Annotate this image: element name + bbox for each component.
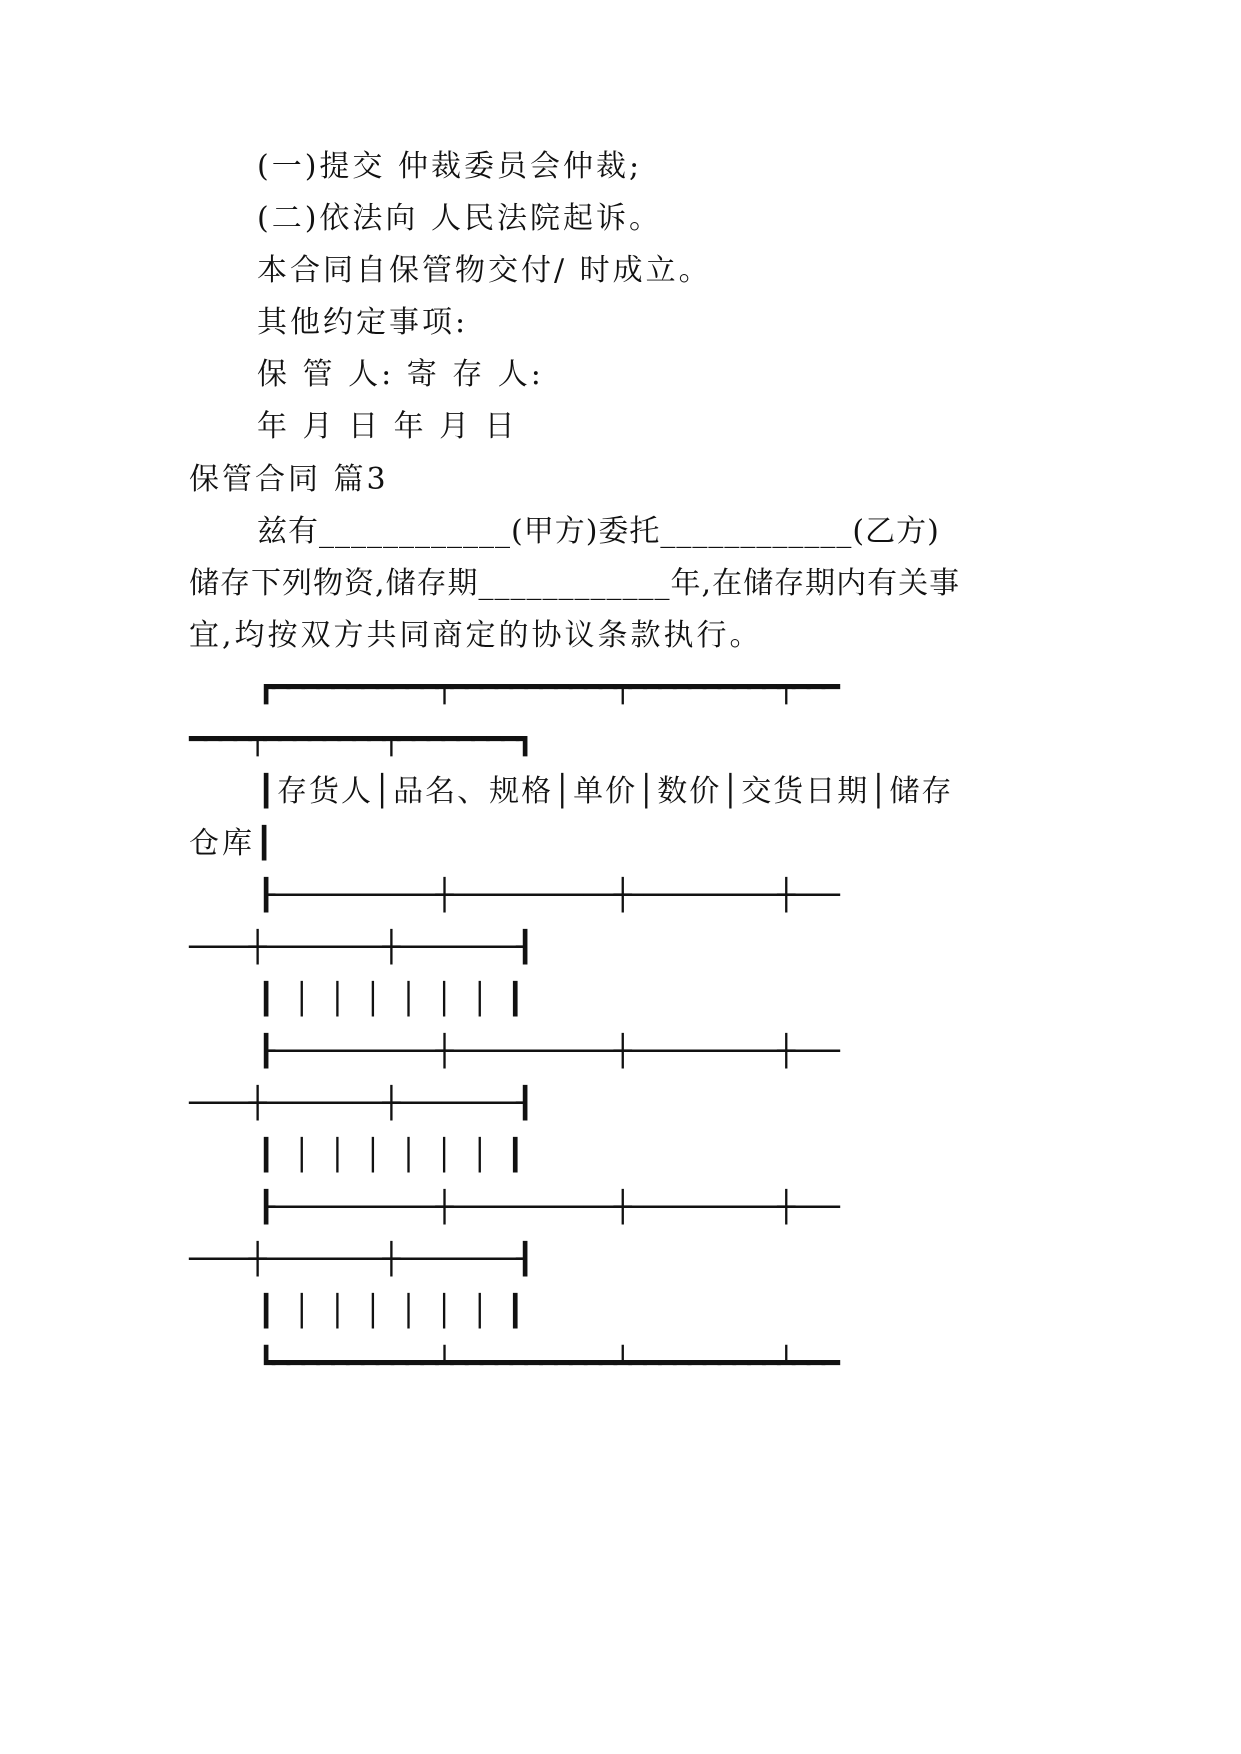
table-row-separator-b: ────┼────────┼────────┨: [189, 1242, 531, 1277]
intro-line-1: 兹有____________(甲方)委托____________(乙方): [257, 514, 940, 549]
table-row-separator-b: ────┼────────┼────────┨: [189, 1086, 531, 1121]
table-row: ┃ │ │ │ │ │ │ ┃: [257, 1138, 529, 1173]
table-header-a: ┃存货人│品名、规格│单价│数价│交货日期│储存: [257, 774, 954, 809]
table-row-separator-a: ┠───────────┼───────────┼──────────┼───: [257, 878, 837, 913]
table-header-b: 仓库┃: [189, 826, 277, 861]
table-row: ┃ │ │ │ │ │ │ ┃: [257, 982, 529, 1017]
signature-parties: 保 管 人: 寄 存 人:: [257, 357, 544, 392]
table-row-separator-b: ────┼────────┼────────┨: [189, 930, 531, 965]
clause-other: 其他约定事项:: [257, 305, 469, 340]
intro-line-3: 宜,均按双方共同商定的协议条款执行。: [189, 618, 763, 653]
clause-arbitration: (一)提交 仲裁委员会仲裁;: [257, 149, 643, 184]
section-heading: 保管合同 篇3: [189, 462, 389, 497]
table-row-separator-a: ┠───────────┼───────────┼──────────┼───: [257, 1190, 837, 1225]
table-top-border-a: ┏━━━━━━━━━━━┯━━━━━━━━━━━┯━━━━━━━━━━┯━━━: [257, 670, 837, 705]
table-row-separator-a: ┠───────────┼───────────┼──────────┼───: [257, 1034, 837, 1069]
clause-effective: 本合同自保管物交付/ 时成立。: [257, 253, 712, 288]
intro-line-2: 储存下列物资,储存期____________年,在储存期内有关事: [189, 566, 961, 601]
signature-dates: 年 月 日 年 月 日: [257, 409, 518, 444]
table-bottom-border: ┗━━━━━━━━━━━┷━━━━━━━━━━━┷━━━━━━━━━━┷━━━: [257, 1346, 837, 1381]
table-row: ┃ │ │ │ │ │ │ ┃: [257, 1294, 529, 1329]
clause-court: (二)依法向 人民法院起诉。: [257, 201, 662, 236]
table-top-border-b: ━━━━┯━━━━━━━━┯━━━━━━━━┓: [189, 722, 531, 757]
